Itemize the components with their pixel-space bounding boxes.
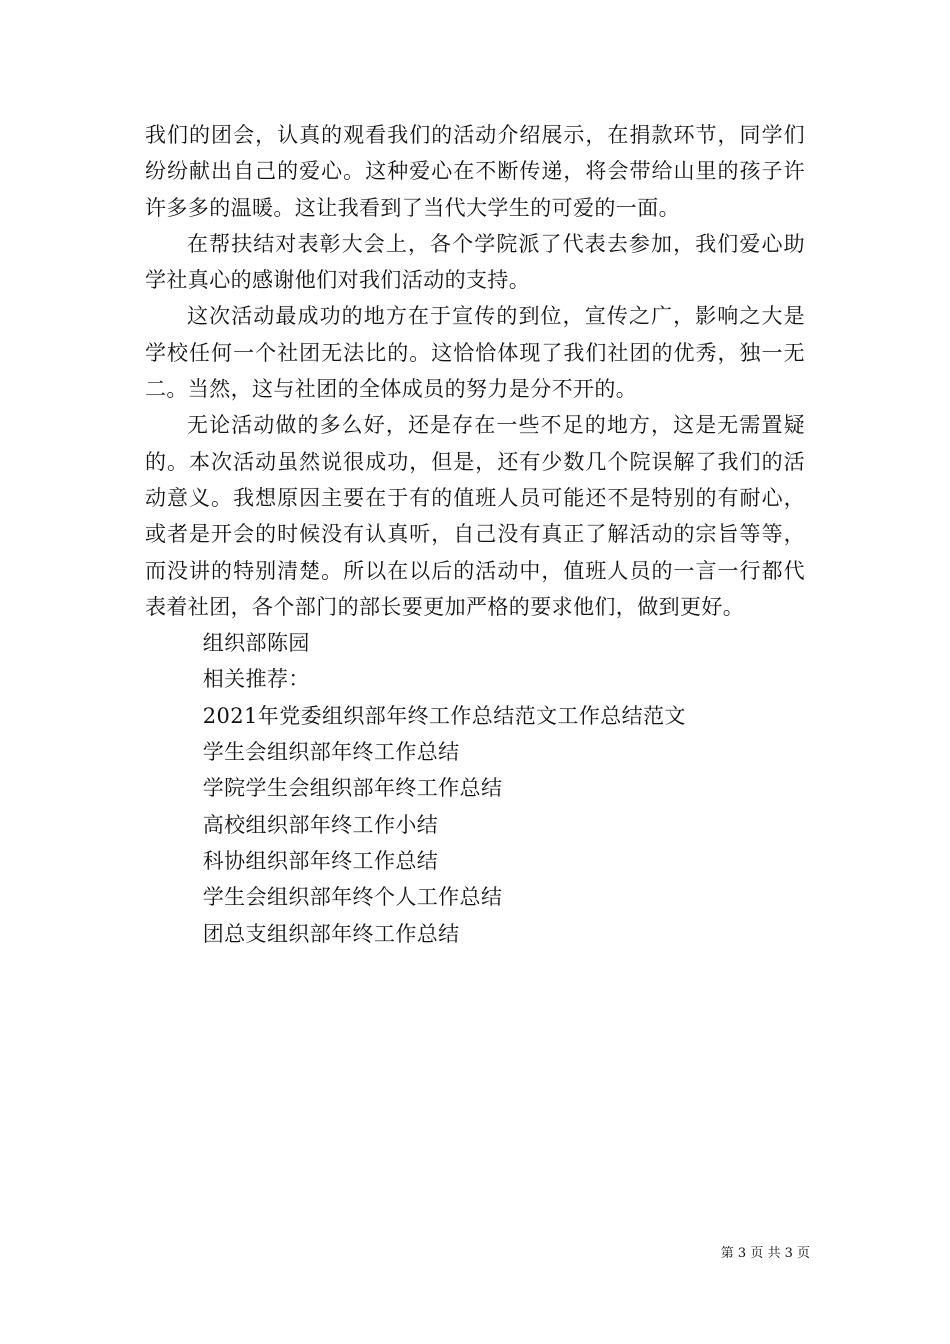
page-number: 第 3 页 共 3 页 — [720, 1246, 810, 1261]
related-link[interactable]: 团总支组织部年终工作总结 — [202, 921, 460, 946]
document-body — [145, 117, 805, 952]
paragraph-continued: 我们的团会，认真的观看我们的活动介绍展示，在捐款环节，同学们纷纷献出自己的爱心。这种爱心在不断传递，将会带给山里的孩子许许多多的温暖。这让我看到了当代大学生的可爱的一面。 — [145, 123, 805, 220]
related-link[interactable]: 学生会组织部年终工作总结 — [202, 740, 460, 765]
signature: 组织部陈园 — [202, 631, 310, 656]
related-list — [145, 698, 805, 952]
related-link[interactable]: 2021年党委组织部年终工作总结范文工作总结范文 — [202, 703, 686, 728]
related-link[interactable]: 科协组织部年终工作总结 — [202, 848, 439, 873]
paragraph-publicity-success: 这次活动最成功的地方在于宣传的到位，宣传之广，影响之大是学校任何一个社团无法比的。这恰恰体现了我们社团的优秀，独一无二。当然，这与社团的全体成员的努力是分不开的。 — [145, 304, 805, 402]
related-link[interactable]: 学生会组织部年终个人工作总结 — [202, 885, 503, 910]
related-link[interactable]: 高校组织部年终工作小结 — [202, 812, 439, 837]
related-heading: 相关推荐： — [202, 667, 310, 692]
related-link[interactable]: 学院学生会组织部年终工作总结 — [202, 776, 503, 801]
paragraph-shortcomings: 无论活动做的多么好，还是存在一些不足的地方，这是无需置疑的。本次活动虽然说很成功，但是，还有少数几个院误解了我们的活动意义。我想原因主要在于有的值班人员可能还不是特别的有耐心，或者是开会的时候没有认真听，自己没有真正了解活动的宗旨等等，而没讲的特别清楚。所以在以后的活动中，值班人员的一言一行都代表着社团，各个部门的部长要更加严格的要求他们，做到更好。 — [145, 413, 805, 619]
paragraph-award-meeting: 在帮扶结对表彰大会上，各个学院派了代表去参加，我们爱心助学社真心的感谢他们对我们活动的支持。 — [145, 231, 805, 293]
